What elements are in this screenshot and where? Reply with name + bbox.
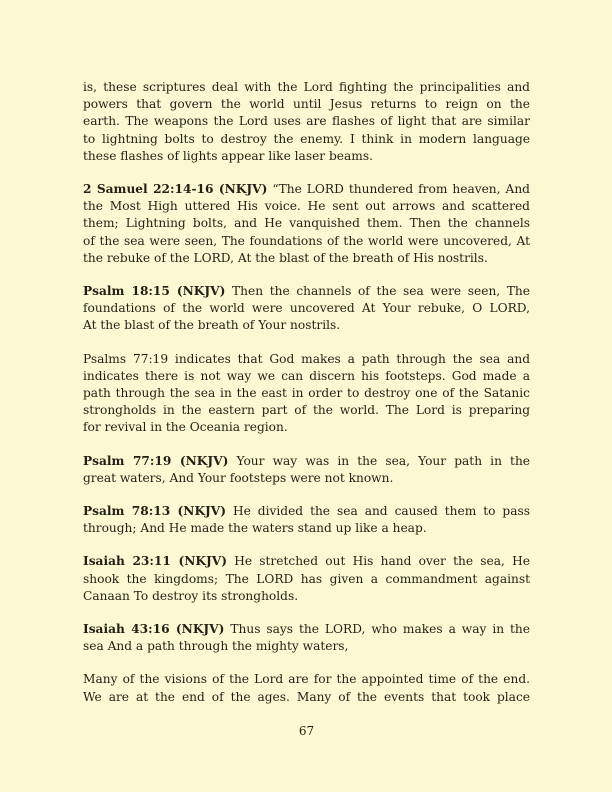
text-line: sea And a path through the mighty waters,: [83, 639, 349, 654]
text-line: At the blast of the breath of Your nostrils.: [83, 318, 341, 333]
verse-reference: 2 Samuel 22:14-16 (NKJV): [83, 182, 268, 197]
paragraph: [83, 453, 530, 487]
verse-reference: Psalm 77:19 (NKJV): [83, 453, 229, 468]
text-line: path through the sea in the east in order to destroy one of the Satanic: [83, 386, 530, 401]
text-line: Isaiah 23:11 (NKJV) He stretched out His hand over the sea, He: [83, 554, 530, 569]
paragraph: [83, 503, 530, 537]
text-line: Many of the visions of the Lord are for the appointed time of the end.: [83, 672, 530, 687]
text-line: We are at the end of the ages. Many of the events that took place: [83, 689, 530, 704]
text-line: Isaiah 43:16 (NKJV) Thus says the LORD, who makes a way in the: [83, 622, 530, 637]
text-line: indicates there is not way we can discern his footsteps. God made a: [83, 368, 530, 383]
text-line: shook the kingdoms; The LORD has given a commandment against: [83, 571, 530, 586]
text-line: the rebuke of the LORD, At the blast of the breath of His nostrils.: [83, 250, 488, 265]
text-line: the Most High uttered His voice. He sent out arrows and scattered: [83, 199, 530, 214]
paragraph: [83, 553, 530, 605]
text-line: to lightning bolts to destroy the enemy. I think in modern language: [83, 131, 530, 146]
text-line: Psalm 78:13 (NKJV) He divided the sea and caused them to pass: [83, 504, 530, 519]
paragraph: [83, 671, 530, 705]
text-line: great waters, And Your footsteps were not known.: [83, 470, 394, 485]
text-line: is, these scriptures deal with the Lord fighting the principalities and: [83, 80, 530, 94]
paragraph: [83, 79, 530, 165]
paragraph: [83, 283, 530, 335]
text-line: Psalm 77:19 (NKJV) Your way was in the sea, Your path in the: [83, 453, 530, 468]
paragraph: [83, 351, 530, 437]
text-line: strongholds in the eastern part of the world. The Lord is preparing: [83, 403, 530, 418]
text-line: powers that govern the world until Jesus returns to reign on the: [83, 97, 530, 112]
text-line: through; And He made the waters stand up like a heap.: [83, 521, 427, 536]
text-line: earth. The weapons the Lord uses are flashes of light that are similar: [83, 114, 530, 129]
text-column: [83, 79, 530, 722]
verse-reference: Psalm 18:15 (NKJV): [83, 284, 226, 299]
text-line: Canaan To destroy its strongholds.: [83, 588, 299, 603]
text-line: Psalms 77:19 indicates that God makes a path through the sea and: [83, 351, 530, 366]
paragraph: [83, 621, 530, 655]
text-line: foundations of the world were uncovered At Your rebuke, O LORD,: [83, 301, 530, 316]
paragraph: [83, 181, 530, 267]
text-line: of the sea were seen, The foundations of the world were uncovered, At: [83, 233, 530, 248]
verse-reference: Isaiah 23:11 (NKJV): [83, 554, 227, 569]
text-line: 2 Samuel 22:14-16 (NKJV) “The LORD thundered from heaven, And: [83, 182, 530, 197]
text-line: for revival in the Oceania region.: [83, 420, 288, 435]
verse-reference: Isaiah 43:16 (NKJV): [83, 622, 225, 637]
text-line: these flashes of lights appear like laser beams.: [83, 148, 373, 163]
verse-reference: Psalm 78:13 (NKJV): [83, 504, 227, 519]
text-line: Psalm 18:15 (NKJV) Then the channels of the sea were seen, The: [83, 284, 530, 299]
text-line: them; Lightning bolts, and He vanquished them. Then the channels: [83, 216, 530, 231]
page-number: 67: [298, 724, 315, 738]
